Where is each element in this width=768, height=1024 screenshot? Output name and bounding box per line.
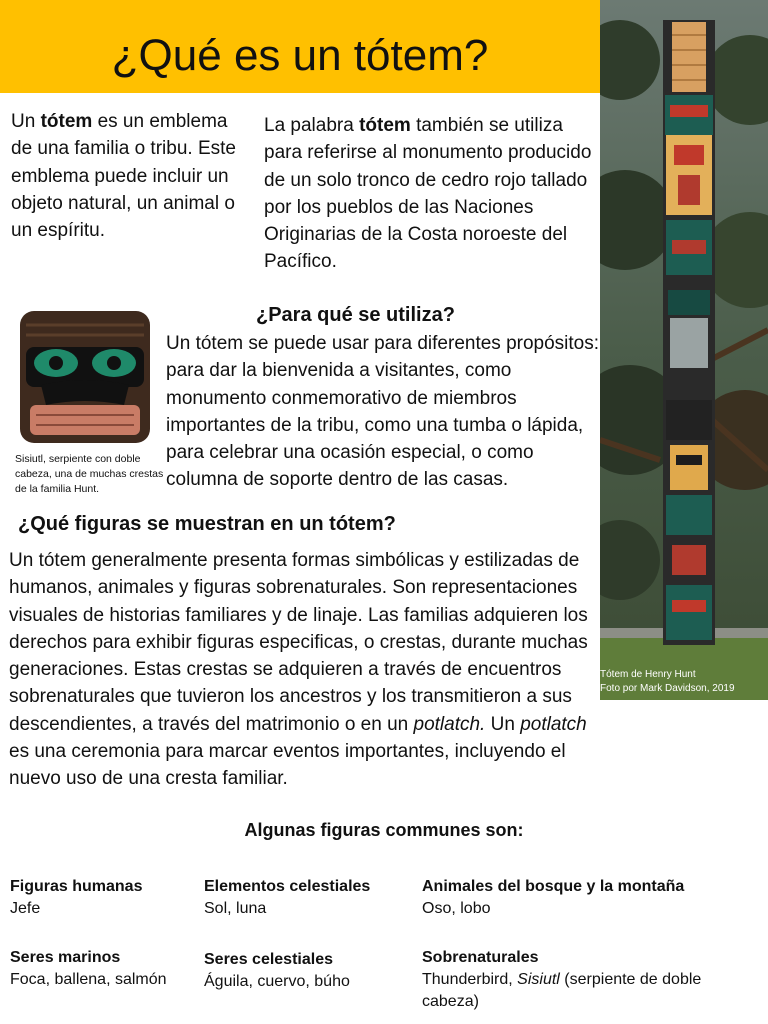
figure-label: Figuras humanas	[10, 878, 143, 895]
figure-item-forest-animals	[422, 876, 762, 920]
section2-italic-1: potlatch.	[413, 713, 486, 735]
section2-text-a: Un tótem generalmente presenta formas simbólicas y estilizadas de humanos, animales y figuras sobrenaturales. Son representaciones visuales de historias familiares y de linaje. Las familias adquieren los derechos para exhibir figuras especificas, o crestas, durante muchas generaciones. Estas crestas se adquieren a través de encuentros sobrenaturales que tuvieron los ancestros y los transmitieron a sus descendientes, a través del matrimonio o en un	[9, 550, 588, 735]
figure-value	[422, 969, 762, 1013]
figure-value: Águila, cuervo, búho	[204, 973, 350, 990]
section2-italic-2: potlatch	[520, 713, 587, 735]
intro-right-bold: tótem	[359, 115, 411, 136]
intro-left-pre: Un	[11, 111, 41, 132]
figure-label: Sobrenaturales	[422, 949, 539, 966]
section1-text: Un tótem se puede usar para diferentes propósitos: para dar la bienvenida a visitantes, como monumento conmemorativo de miembros importantes de la tribu, como una tumba o lápida, para celebrar una ocasión especial, o como columna de soporte dentro de las casas.	[166, 333, 600, 491]
figure-label: Seres marinos	[10, 949, 121, 966]
figure-item-sea-beings	[10, 947, 195, 991]
figure-value: Oso, lobo	[422, 900, 491, 917]
section2-text-b: Un	[485, 713, 521, 735]
figures-heading: Algunas figuras communes son:	[244, 820, 524, 840]
intro-left-bold: tótem	[40, 111, 93, 132]
figure-value: Sol, luna	[204, 900, 267, 917]
sisiutl-mask-image	[16, 305, 154, 450]
figure-label: Seres celestiales	[204, 951, 333, 968]
photo-caption-line1: Tótem de Henry Hunt	[600, 669, 696, 680]
section2-text-c: es una ceremonia para marcar eventos importantes, incluyendo el nuevo uso de una cresta familiar.	[9, 741, 566, 790]
figure-value-post: (serpiente de doble cabeza)	[422, 971, 702, 1010]
figure-value: Foca, ballena, salmón	[10, 971, 167, 988]
totem-photo	[600, 0, 768, 700]
intro-right-post: también se utiliza para referirse al monumento producido de un solo tronco de cedro rojo tallado por los pueblos de las Naciones Originarias de la Costa noroeste del Pacífico.	[264, 115, 592, 273]
figure-item-celestial-beings	[204, 949, 414, 993]
figure-label: Elementos celestiales	[204, 878, 371, 895]
figure-item-humans	[10, 876, 195, 920]
figure-value-italic: Sisiutl	[517, 971, 560, 988]
figure-value: Jefe	[10, 900, 41, 917]
figure-label: Animales del bosque y la montaña	[422, 878, 685, 895]
photo-caption	[600, 668, 768, 696]
intro-right	[264, 112, 604, 276]
section2-heading: ¿Qué figuras se muestran en un tótem?	[18, 513, 396, 535]
intro-left	[11, 108, 246, 244]
intro-right-pre: La palabra	[264, 115, 360, 136]
mask-caption: Sisiutl, serpiente con doble cabeza, una de muchas crestas de la familia Hunt.	[15, 453, 164, 495]
section1-heading: ¿Para qué se utiliza?	[256, 304, 455, 326]
figure-item-celestial-elements	[204, 876, 414, 920]
figure-value-pre: Thunderbird,	[422, 971, 518, 988]
photo-caption-line2: Foto por Mark Davidson, 2019	[600, 683, 735, 694]
figure-item-supernatural	[422, 947, 762, 1013]
page-title: ¿Qué es un tótem?	[111, 31, 489, 80]
intro-left-post: es un emblema de una familia o tribu. Este emblema puede incluir un objeto natural, un animal o un espíritu.	[11, 111, 236, 242]
section2-text	[9, 547, 609, 793]
